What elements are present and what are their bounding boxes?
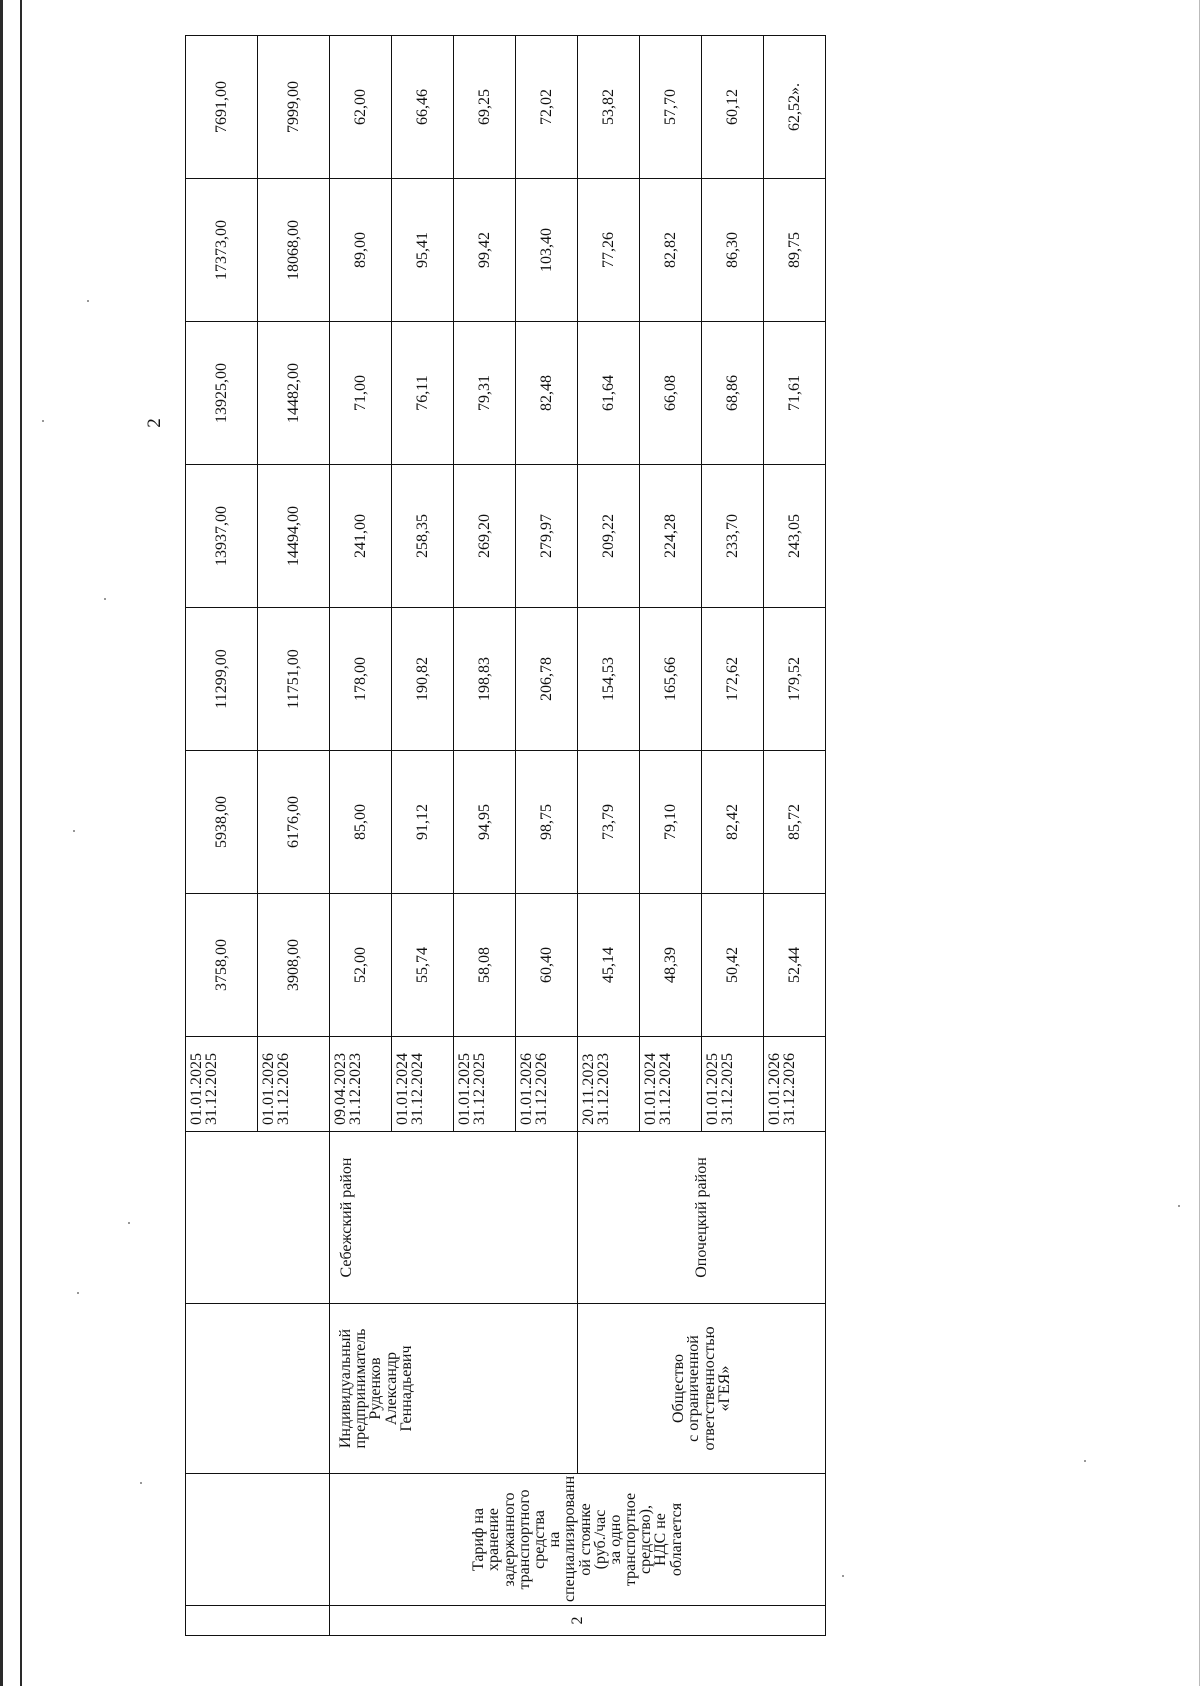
tariff-value: 3908,00 (258, 894, 330, 1037)
period-from: 01.01.2024 (394, 1053, 411, 1125)
tariff-value: 269,20 (454, 465, 516, 608)
period-cell (578, 1037, 640, 1132)
tariff-value: 89,00 (330, 179, 392, 322)
text-line: средство), (637, 1505, 655, 1574)
tariff-value: 68,86 (702, 322, 764, 465)
period-cell (330, 1037, 392, 1132)
tariff-value: 60,40 (516, 894, 578, 1037)
scan-speck (140, 1482, 142, 1484)
tariff-value: 17373,00 (186, 179, 258, 322)
tariff-value: 103,40 (516, 179, 578, 322)
tariff-value: 198,83 (454, 608, 516, 751)
tariff-value: 11751,00 (258, 608, 330, 751)
tariff-value: 14494,00 (258, 465, 330, 608)
scan-speck (104, 598, 106, 600)
row-number: 2 (330, 1606, 826, 1636)
tariff-value: 71,00 (330, 322, 392, 465)
tariff-value: 5938,00 (186, 751, 258, 894)
period-to: 31.12.2026 (781, 1053, 799, 1125)
text-line: Александр (382, 1351, 400, 1426)
tariff-value: 14482,00 (258, 322, 330, 465)
period-cell (258, 1037, 330, 1132)
scan-speck (1084, 1460, 1086, 1462)
text-line: Общество (670, 1353, 688, 1424)
text-line: задержанного (500, 1492, 518, 1587)
tariff-name-cell (330, 1474, 826, 1606)
tariff-value: 72,02 (516, 36, 578, 179)
scan-speck (42, 420, 44, 422)
scan-speck (77, 1292, 79, 1294)
tariff-value: 243,05 (764, 465, 826, 608)
tariff-value: 45,14 (578, 894, 640, 1037)
tariff-value: 165,66 (640, 608, 702, 751)
text-line: на (546, 1531, 564, 1548)
tariff-value: 71,61 (764, 322, 826, 465)
period-cell (392, 1037, 454, 1132)
tariff-value: 233,70 (702, 465, 764, 608)
tariff-table (185, 35, 826, 1636)
text-line: Индивидуальный (337, 1328, 354, 1449)
tariff-value: 154,53 (578, 608, 640, 751)
period-to: 31.12.2025 (471, 1053, 489, 1125)
tariff-value: 95,41 (392, 179, 454, 322)
tariff-value: 48,39 (640, 894, 702, 1037)
period-from: 01.01.2025 (704, 1053, 721, 1125)
period-from: 01.01.2025 (456, 1053, 473, 1125)
period-to: 31.12.2026 (533, 1053, 551, 1125)
tariff-value: 53,82 (578, 36, 640, 179)
scan-edge-line (20, 0, 22, 1686)
scan-speck (128, 1222, 130, 1224)
tariff-value: 52,00 (330, 894, 392, 1037)
organization-cell (330, 1304, 578, 1474)
scan-speck (842, 1575, 844, 1577)
tariff-value: 55,74 (392, 894, 454, 1037)
tariff-value: 258,35 (392, 465, 454, 608)
tariff-value: 172,62 (702, 608, 764, 751)
period-from: 20.11.2023 (580, 1053, 597, 1125)
tariff-value: 99,42 (454, 179, 516, 322)
tariff-value: 3758,00 (186, 894, 258, 1037)
period-cell (516, 1037, 578, 1132)
text-line: Тариф на хранение (470, 1507, 503, 1572)
tariff-value: 7999,00 (258, 36, 330, 179)
tariff-value: 69,25 (454, 36, 516, 179)
organization-cell (186, 1304, 330, 1474)
text-line: ответственностью (700, 1326, 718, 1451)
tariff-value: 79,31 (454, 322, 516, 465)
tariff-value: 13925,00 (186, 322, 258, 465)
scan-edge-left (0, 0, 3, 1686)
period-from: 01.01.2025 (188, 1053, 205, 1125)
period-to: 31.12.2025 (203, 1053, 221, 1125)
period-to: 31.12.2024 (657, 1053, 675, 1125)
rotated-page (185, 71, 825, 1636)
tariff-value: 98,75 (516, 751, 578, 894)
tariff-value: 57,70 (640, 36, 702, 179)
tariff-value: 85,00 (330, 751, 392, 894)
tariff-value: 82,82 (640, 179, 702, 322)
district-cell: Опочецкий район (578, 1132, 826, 1304)
tariff-value: 241,00 (330, 465, 392, 608)
period-cell (702, 1037, 764, 1132)
text-line: средства (530, 1510, 548, 1569)
period-from: 01.01.2026 (518, 1053, 535, 1125)
tariff-value: 62,52». (764, 36, 826, 179)
text-line: НДС не облагается (652, 1502, 685, 1577)
tariff-value: 190,82 (392, 608, 454, 751)
tariff-value: 76,11 (392, 322, 454, 465)
tariff-value: 6176,00 (258, 751, 330, 894)
table-row (186, 36, 258, 1636)
tariff-value: 13937,00 (186, 465, 258, 608)
period-from: 01.01.2026 (766, 1053, 783, 1125)
tariff-value: 82,48 (516, 322, 578, 465)
scan-speck (73, 830, 75, 832)
text-line: Геннадьевич (397, 1345, 415, 1432)
period-cell (186, 1037, 258, 1132)
tariff-value: 58,08 (454, 894, 516, 1037)
period-to: 31.12.2023 (595, 1053, 613, 1125)
tariff-value: 61,64 (578, 322, 640, 465)
row-no-cell (186, 1606, 330, 1636)
period-to: 31.12.2024 (409, 1053, 427, 1125)
tariff-value: 209,22 (578, 465, 640, 608)
tariff-value: 85,72 (764, 751, 826, 894)
scan-speck (1178, 1205, 1180, 1207)
tariff-name-cell (186, 1474, 330, 1606)
tariff-value: 279,97 (516, 465, 578, 608)
scan-speck (87, 300, 89, 302)
tariff-value: 50,42 (702, 894, 764, 1037)
tariff-value: 82,42 (702, 751, 764, 894)
table-row (578, 36, 640, 1636)
tariff-value: 91,12 (392, 751, 454, 894)
text-line: специализированн (561, 1475, 579, 1602)
text-line: предприниматель (352, 1328, 370, 1449)
district-cell: Себежский район (330, 1132, 578, 1304)
tariff-value: 60,12 (702, 36, 764, 179)
tariff-body (186, 36, 826, 1636)
period-from: 09.04.2023 (332, 1053, 349, 1125)
period-from: 01.01.2024 (642, 1053, 659, 1125)
period-from: 01.01.2026 (260, 1053, 277, 1125)
table-row (330, 36, 392, 1636)
text-line: «ГЕЯ» (715, 1365, 733, 1412)
tariff-value: 66,46 (392, 36, 454, 179)
tariff-value: 86,30 (702, 179, 764, 322)
text-line: за одно (606, 1514, 624, 1565)
period-to: 31.12.2023 (347, 1053, 365, 1125)
organization-cell (578, 1304, 826, 1474)
text-line: ой стоянке (576, 1503, 594, 1576)
period-to: 31.12.2026 (275, 1053, 293, 1125)
tariff-value: 94,95 (454, 751, 516, 894)
period-to: 31.12.2025 (719, 1053, 737, 1125)
tariff-value: 77,26 (578, 179, 640, 322)
tariff-value: 206,78 (516, 608, 578, 751)
tariff-value: 224,28 (640, 465, 702, 608)
text-line: Руденков (367, 1357, 385, 1420)
page-number: 2 (144, 418, 165, 428)
text-line: с ограниченной (685, 1335, 703, 1442)
tariff-value: 89,75 (764, 179, 826, 322)
text-line: транспортного (515, 1489, 533, 1590)
district-cell (186, 1132, 330, 1304)
tariff-value: 178,00 (330, 608, 392, 751)
tariff-value: 66,08 (640, 322, 702, 465)
text-line: транспортное (622, 1492, 640, 1587)
period-cell (454, 1037, 516, 1132)
period-cell (764, 1037, 826, 1132)
tariff-value: 62,00 (330, 36, 392, 179)
text-line: (руб./час (591, 1509, 609, 1570)
tariff-value: 73,79 (578, 751, 640, 894)
period-cell (640, 1037, 702, 1132)
tariff-value: 18068,00 (258, 179, 330, 322)
tariff-value: 52,44 (764, 894, 826, 1037)
tariff-value: 79,10 (640, 751, 702, 894)
tariff-value: 179,52 (764, 608, 826, 751)
tariff-value: 7691,00 (186, 36, 258, 179)
tariff-value: 11299,00 (186, 608, 258, 751)
